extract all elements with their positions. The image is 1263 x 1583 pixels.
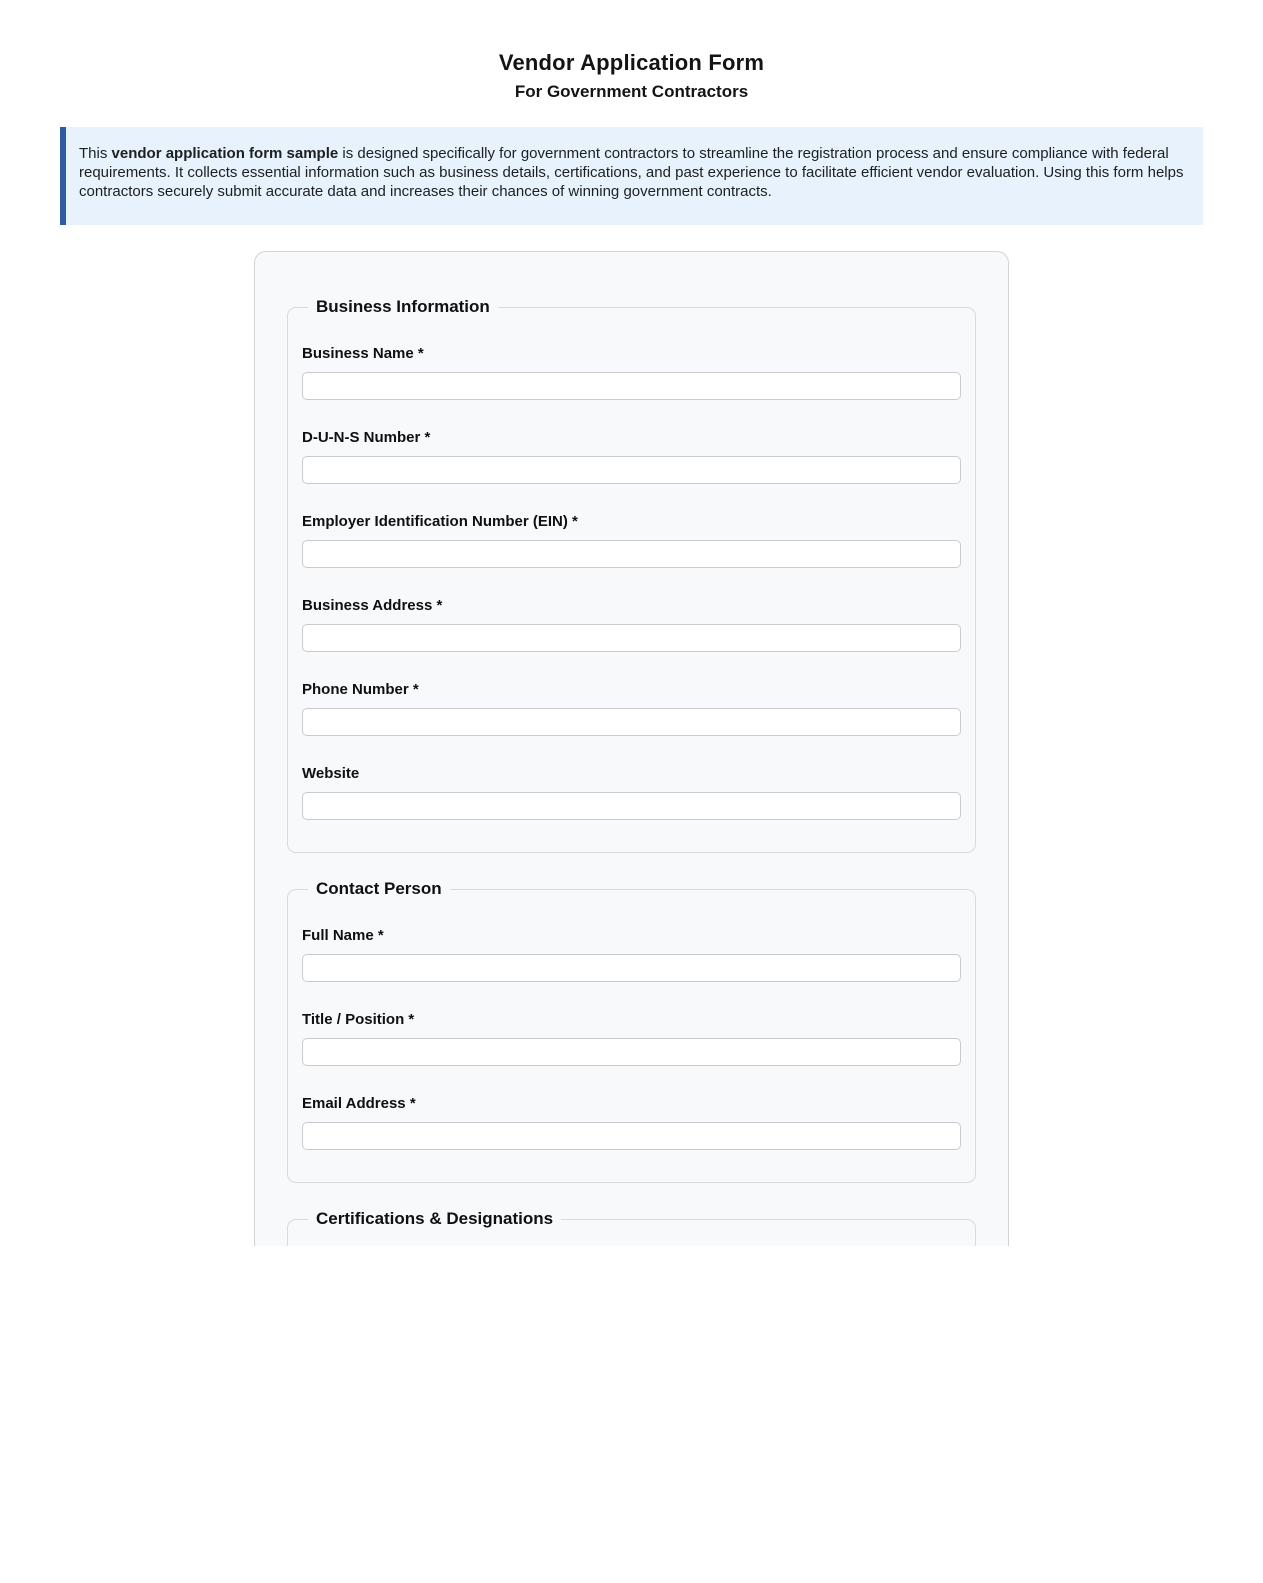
full-name-input[interactable]	[302, 954, 961, 982]
field-full-name	[302, 927, 961, 982]
email-address-input[interactable]	[302, 1122, 961, 1150]
email-address-label: Email Address *	[302, 1095, 416, 1112]
business-name-input[interactable]	[302, 372, 961, 400]
page-subtitle: For Government Contractors	[514, 82, 749, 101]
section-contact-person-legend: Contact Person	[316, 879, 442, 898]
business-address-label: Business Address *	[302, 597, 443, 614]
required-marker: *	[432, 597, 443, 614]
title-position-input[interactable]	[302, 1038, 961, 1066]
phone-number-label: Phone Number *	[302, 681, 419, 698]
field-title-position	[302, 1011, 961, 1066]
required-marker: *	[567, 513, 578, 530]
field-email-address	[302, 1095, 961, 1150]
required-marker: *	[404, 1011, 415, 1028]
required-marker: *	[373, 927, 384, 944]
intro-body: is designed specifically for government contractors to streamline the registration process and ensure compliance with federal requirements. It collects essential information such as business details, certifications, and past experience to facilitate efficient vendor evaluation. Using this form helps contractors securely submit accurate data and increases their chances of winning government contracts.	[79, 145, 1184, 200]
duns-number-label: D-U-N-S Number *	[302, 429, 431, 446]
field-website	[302, 765, 961, 820]
section-contact-person	[287, 879, 976, 1183]
required-marker: *	[420, 429, 431, 446]
business-name-label: Business Name *	[302, 345, 424, 362]
field-phone-number	[302, 681, 961, 736]
field-business-name	[302, 345, 961, 400]
page-title: Vendor Application Form	[498, 50, 765, 75]
duns-number-input[interactable]	[302, 456, 961, 484]
vendor-application-form-card	[254, 251, 1009, 1246]
website-label: Website	[302, 765, 360, 782]
required-marker: *	[408, 681, 419, 698]
intro-note	[60, 127, 1203, 225]
intro-paragraph	[79, 144, 1185, 201]
ein-input[interactable]	[302, 540, 961, 568]
intro-prefix: This	[79, 145, 112, 162]
ein-label: Employer Identification Number (EIN) *	[302, 513, 578, 530]
required-marker: *	[405, 1095, 416, 1112]
phone-number-input[interactable]	[302, 708, 961, 736]
full-name-label: Full Name *	[302, 927, 384, 944]
field-duns-number	[302, 429, 961, 484]
section-certifications-designations	[287, 1209, 976, 1246]
website-input[interactable]	[302, 792, 961, 820]
field-ein	[302, 513, 961, 568]
intro-highlight: vendor application form sample	[111, 145, 339, 162]
required-marker: *	[413, 345, 424, 362]
title-position-label: Title / Position *	[302, 1011, 415, 1028]
field-business-address	[302, 597, 961, 652]
section-business-information	[287, 297, 976, 853]
section-certifications-designations-legend: Certifications & Designations	[316, 1209, 554, 1228]
page-header	[0, 0, 1263, 102]
section-business-information-legend: Business Information	[316, 297, 490, 316]
business-address-input[interactable]	[302, 624, 961, 652]
